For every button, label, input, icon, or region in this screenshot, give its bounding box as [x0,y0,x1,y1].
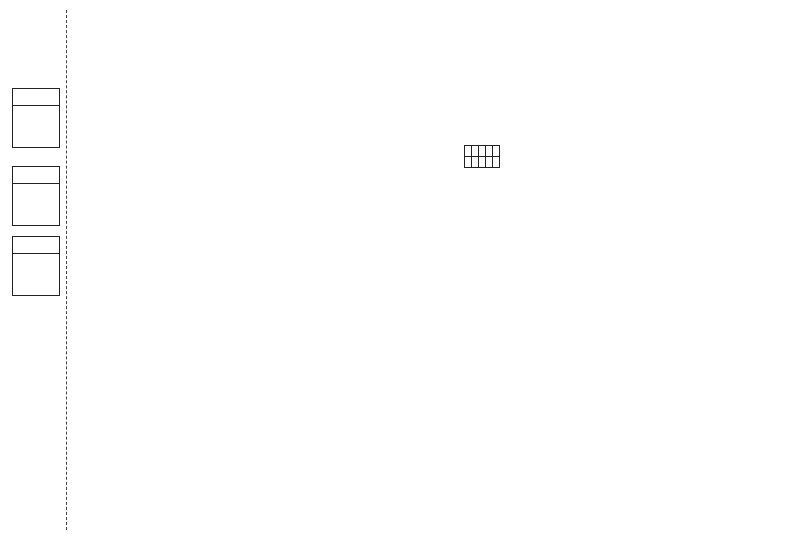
binding-sidebar [0,0,80,539]
question [442,121,787,132]
table-header-cell [465,146,472,157]
question [88,85,388,96]
question [88,97,388,108]
question [442,60,787,71]
school-label [13,89,59,106]
option-row [442,121,787,132]
class-label [13,167,59,184]
left-page [88,6,388,133]
option-row [88,97,388,108]
table-cell [493,157,500,168]
option-row [88,24,388,35]
right-page [442,36,787,170]
table-header-cell [472,146,479,157]
table-header-cell [486,146,493,157]
question [88,12,388,23]
question [88,72,388,83]
school-box [12,88,60,148]
question [442,109,787,120]
option-row [442,96,787,107]
name-label [13,237,59,254]
class-box [12,166,60,226]
question [88,60,388,71]
question [442,36,787,47]
option-row [442,133,787,144]
option-row [442,109,787,120]
question [442,84,787,95]
q20-table [464,145,500,168]
option-row [88,85,388,96]
table-header-cell [493,146,500,157]
table-cell [472,157,479,168]
option-row [442,36,787,47]
question [442,72,787,83]
question [88,109,388,120]
question [442,96,787,107]
option-row [88,72,388,83]
question [88,24,388,35]
option-row [442,72,787,83]
name-box [12,236,60,296]
question [88,121,388,132]
table-cell [465,157,472,168]
question-list-left [88,12,388,131]
question [442,133,787,144]
question [442,48,787,59]
option-row [88,121,388,132]
table-cell [486,157,493,168]
option-row [88,36,388,47]
option-row [88,12,388,23]
question [88,36,388,47]
binding-line [66,10,67,530]
table-header-cell [479,146,486,157]
question-list-right [442,36,787,143]
option-row [442,84,787,95]
table-cell [479,157,486,168]
option-row [442,60,787,71]
option-row [442,48,787,59]
question [88,48,388,59]
option-row [88,109,388,120]
option-row [88,60,388,71]
option-row [88,48,388,59]
